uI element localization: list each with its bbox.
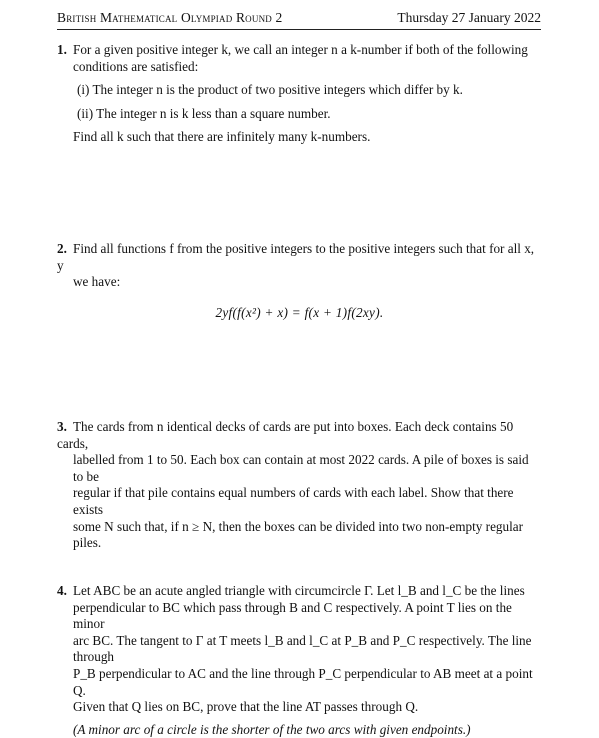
page-header [57, 10, 541, 30]
problem-text-line: For a given positive integer k, we call an integer n a k-number if both of the following [73, 42, 528, 57]
exam-title: British Mathematical Olympiad Round 2 [57, 10, 283, 25]
exam-date: Thursday 27 January 2022 [397, 10, 541, 25]
problem-text-line: The cards from n identical decks of cards are put into boxes. Each deck contains 50 cards, [57, 419, 514, 451]
problem-1 [57, 42, 542, 146]
problem-text-line: Find all functions f from the positive integers to the positive integers such that for all x, y [57, 241, 535, 273]
problem-number: 1. [57, 42, 67, 57]
problem-text-line: P_B perpendicular to AC and the line through P_C perpendicular to AB meet at a point Q. [73, 665, 533, 698]
problem-text-line: we have: [73, 274, 121, 290]
problem-text-line: labelled from 1 to 50. Each box can contain at most 2022 cards. A pile of boxes is said to be [73, 452, 529, 484]
problem-text-line: some N such that, if n ≥ N, then the boxes can be divided into two non-empty regular piles. [73, 518, 524, 551]
problem-text-line: conditions are satisfied: [73, 58, 199, 74]
problem-text-line: Given that Q lies on BC, prove that the line AT passes through Q. [73, 699, 419, 715]
problem-text-line: arc BC. The tangent to Γ at T meets l_B and l_C at P_B and P_C respectively. The line through [73, 632, 532, 665]
condition-item: (ii) The integer n is k less than a square number. [77, 105, 331, 121]
condition-item: (i) The integer n is the product of two positive integers which differ by k. [77, 82, 463, 98]
problem-number: 2. [57, 241, 67, 256]
problem-question: Find all k such that there are infinitely many k-numbers. [73, 129, 371, 145]
problem-text-line: regular if that pile contains equal numbers of cards with each label. Show that there exists [73, 485, 514, 517]
problem-text-line: Let ABC be an acute angled triangle with circumcircle Γ. Let l_B and l_C be the lines [73, 583, 525, 598]
problem-number: 4. [57, 583, 67, 598]
problem-note: (A minor arc of a circle is the shorter of the two arcs with given endpoints.) [73, 721, 471, 737]
functional-equation: 2yf(f(x²) + x) = f(x + 1)f(2xy). [215, 304, 384, 320]
problem-4 [57, 583, 542, 738]
problem-text-line: perpendicular to BC which pass through B and C respectively. A point T lies on the minor [73, 599, 512, 632]
problem-2 [57, 241, 542, 321]
problem-number: 3. [57, 419, 67, 434]
problem-3 [57, 419, 542, 552]
